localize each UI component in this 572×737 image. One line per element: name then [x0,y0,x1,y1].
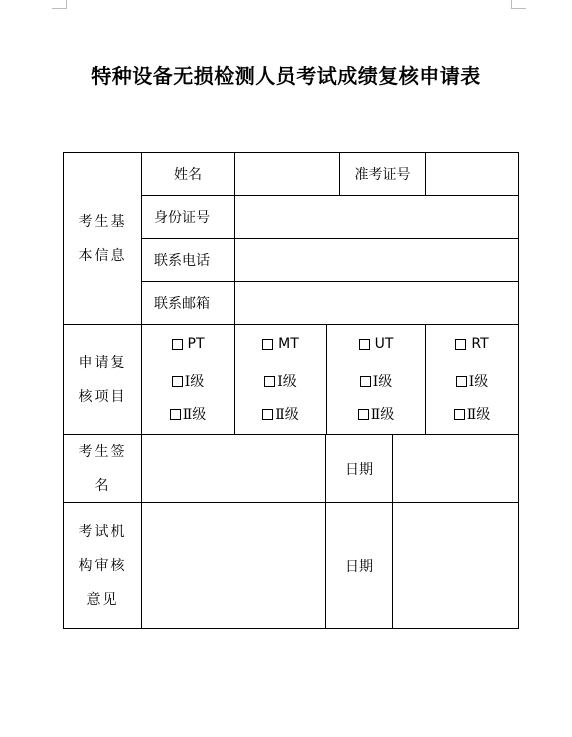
level-label: Ⅰ级 [372,373,393,390]
checkbox-icon[interactable] [358,409,369,420]
label-line: 意见 [86,591,119,608]
method-rt-option[interactable] [426,325,518,363]
label-line: 构审核 [78,557,127,574]
label-line: 申请复 [78,354,127,371]
label-line: 核项目 [78,388,127,405]
mt-level-1-option[interactable] [264,366,297,399]
email-label: 联系邮箱 [142,282,235,325]
institution-date-label: 日期 [326,503,393,628]
exam-id-field[interactable] [426,153,518,196]
checkbox-icon[interactable] [262,339,273,350]
name-field[interactable] [235,153,340,196]
label-line: 名 [94,477,111,494]
method-label: UT [374,336,394,352]
ut-level-2-option[interactable] [358,399,395,432]
method-pt-option[interactable] [142,325,235,363]
checkbox-icon[interactable] [456,376,467,387]
checkbox-icon[interactable] [170,409,181,420]
page-corner-mark-left [52,0,67,9]
rt-levels [426,363,518,435]
ut-levels [327,363,426,435]
level-label: Ⅰ级 [277,373,297,390]
checkbox-icon[interactable] [172,376,183,387]
checkbox-icon[interactable] [264,376,275,387]
mt-levels [235,363,327,435]
method-mt-option[interactable] [235,325,327,363]
institution-review-field[interactable] [142,503,326,628]
checkbox-icon[interactable] [360,376,371,387]
id-card-field[interactable] [235,196,518,239]
level-label: Ⅰ级 [184,373,205,390]
signature-field[interactable] [142,435,326,503]
checkbox-icon[interactable] [359,339,370,350]
institution-date-field[interactable] [393,503,518,628]
checkbox-icon[interactable] [454,409,465,420]
checkbox-icon[interactable] [455,339,466,350]
label-line: 本信息 [78,247,127,264]
email-field[interactable] [235,282,518,325]
method-label: MT [278,336,299,352]
ut-level-1-option[interactable] [360,366,393,399]
level-label: Ⅱ级 [370,406,395,423]
mt-level-2-option[interactable] [262,399,299,432]
basic-info-section-label [64,153,142,325]
signature-label [64,435,142,503]
phone-label: 联系电话 [142,239,235,282]
method-ut-option[interactable] [327,325,426,363]
rt-level-2-option[interactable] [454,399,491,432]
checkbox-icon[interactable] [172,339,183,350]
pt-levels [142,363,235,435]
method-label: RT [471,336,489,352]
label-line: 考生基 [78,213,127,230]
level-label: Ⅱ级 [275,406,299,423]
label-line: 考试机 [78,523,127,540]
id-card-label: 身份证号 [142,196,235,239]
method-label: PT [187,336,205,352]
institution-review-label [64,503,142,628]
signature-date-field[interactable] [393,435,518,503]
pt-level-1-option[interactable] [172,366,205,399]
exam-id-label: 准考证号 [340,153,426,196]
pt-level-2-option[interactable] [170,399,207,432]
application-form-table [63,152,519,629]
checkbox-icon[interactable] [262,409,273,420]
level-label: Ⅰ级 [468,373,489,390]
rt-level-1-option[interactable] [456,366,489,399]
name-label: 姓名 [142,153,235,196]
label-line: 考生签 [78,443,127,460]
page-corner-mark-right [511,0,526,9]
review-items-section-label [64,325,142,435]
phone-field[interactable] [235,239,518,282]
level-label: Ⅱ级 [466,406,491,423]
level-label: Ⅱ级 [182,406,207,423]
signature-date-label: 日期 [326,435,393,503]
form-title: 特种设备无损检测人员考试成绩复核申请表 [91,64,481,88]
